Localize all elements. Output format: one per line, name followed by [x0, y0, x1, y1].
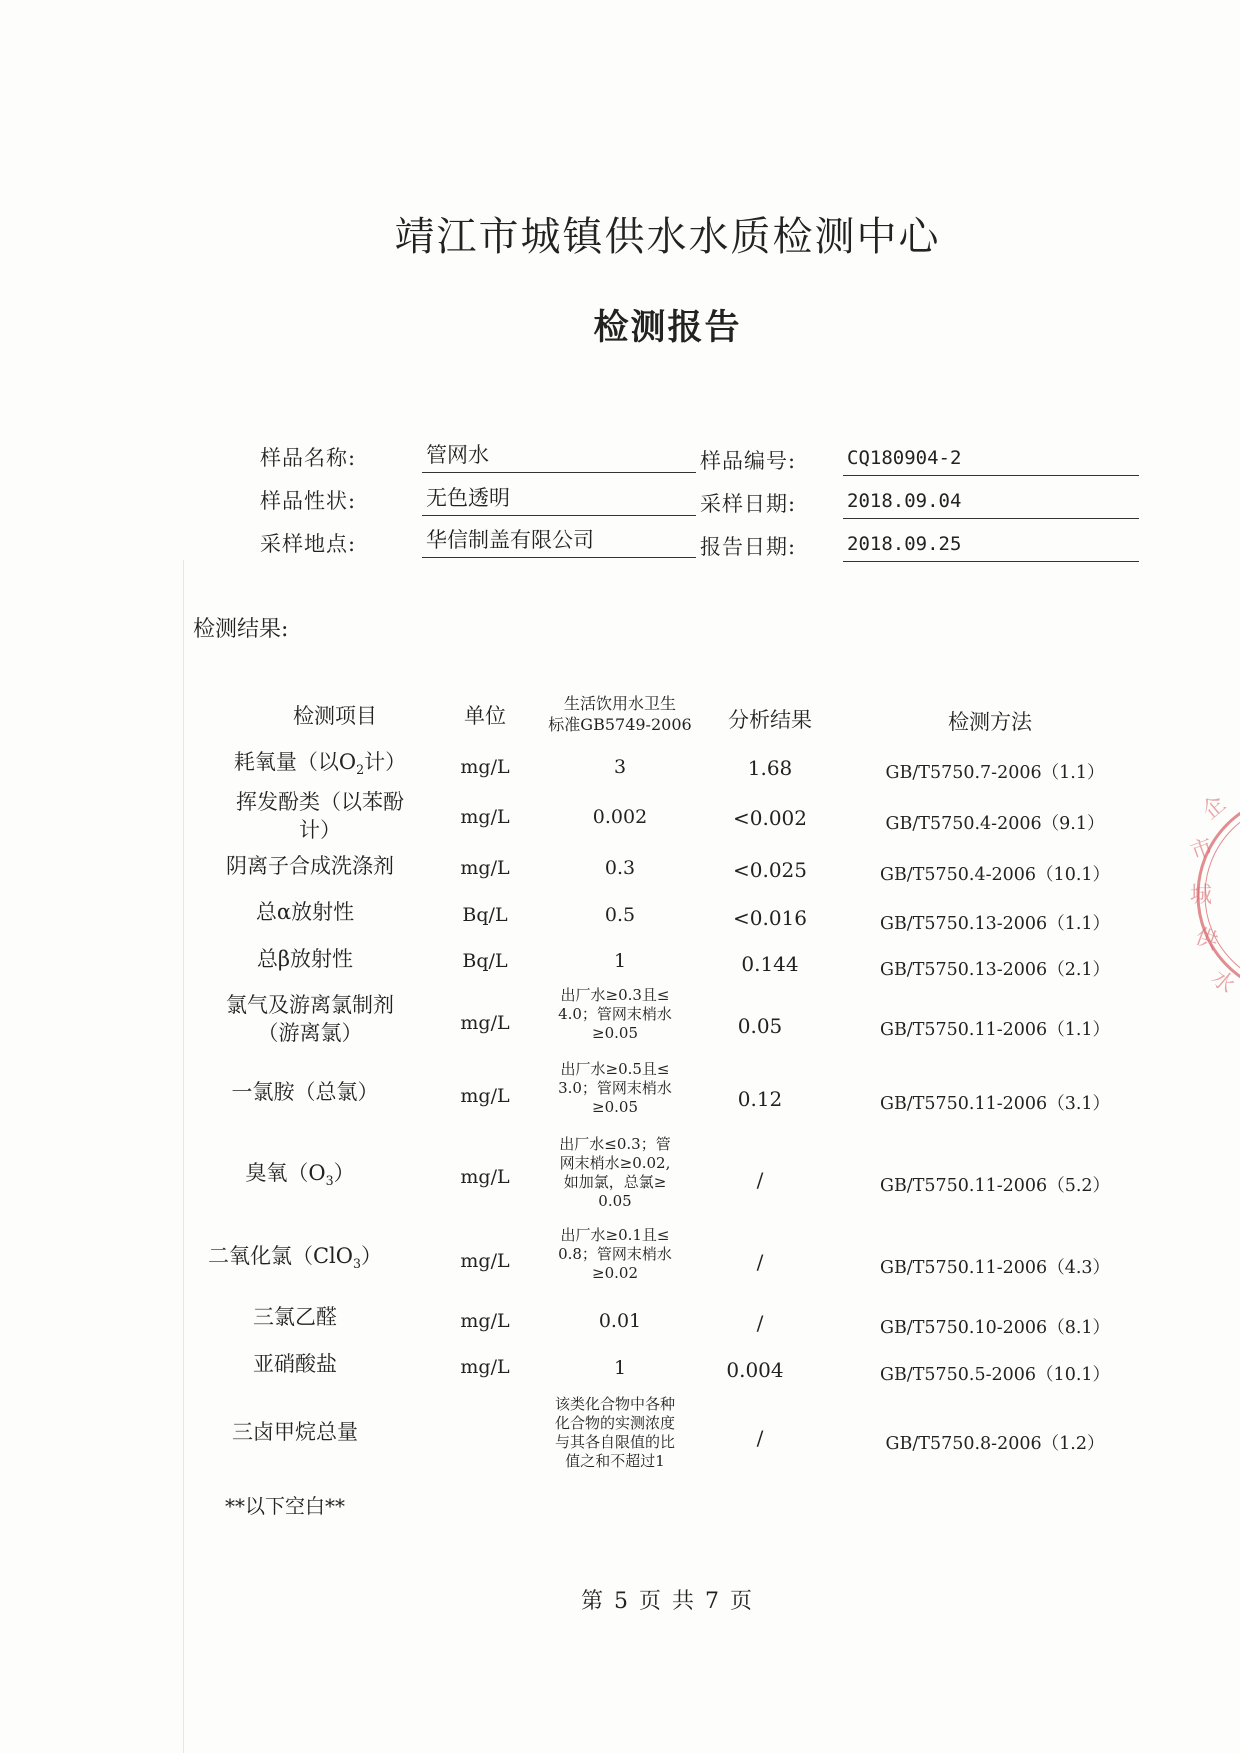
scan-edge-line [183, 560, 184, 1753]
row-7-standard: 出厂水≥0.5且≤ 3.0；管网末梢水 ≥0.05 [558, 1060, 672, 1116]
row-1-standard: 3 [613, 756, 627, 778]
row-7-unit: mg/L [460, 1085, 510, 1107]
row-11-result: 0.004 [726, 1358, 784, 1382]
row-9-item: 二氧化氯（ClO$_3$） [207, 1244, 383, 1272]
sample-name-label: 样品名称: [260, 446, 357, 470]
row-2-unit: mg/L [460, 806, 510, 828]
header-item: 检测项目 [293, 704, 377, 728]
sampling-date-label: 采样日期: [700, 492, 797, 516]
header-unit: 单位 [464, 704, 506, 728]
row-5-item: 总β放射性 [256, 947, 354, 971]
row-4-item: 总α放射性 [255, 900, 355, 924]
row-3-item: 阴离子合成洗涤剂 [226, 854, 394, 878]
org-title: 靖江市城镇供水水质检测中心 [394, 214, 941, 260]
row-6-unit: mg/L [460, 1012, 510, 1034]
row-7-result: 0.12 [737, 1087, 783, 1111]
row-9-result: / [756, 1250, 764, 1274]
seal-stamp [1180, 780, 1240, 1010]
row-11-method: GB/T5750.5-2006（10.1） [879, 1365, 1111, 1385]
header-method: 检测方法 [948, 710, 1032, 734]
row-12-item: 三卤甲烷总量 [232, 1420, 358, 1444]
row-10-item: 三氯乙醛 [253, 1305, 337, 1329]
row-1-item: 耗氧量（以$O_2$计） [233, 750, 407, 778]
row-6-method: GB/T5750.11-2006（1.1） [879, 1020, 1111, 1040]
row-9-unit: mg/L [460, 1250, 510, 1272]
svg-text:市: 市 [1187, 834, 1217, 866]
row-5-method: GB/T5750.13-2006（2.1） [879, 960, 1111, 980]
row-3-standard: 0.3 [604, 857, 636, 879]
page-number: 第 5 页 共 7 页 [581, 1589, 754, 1614]
row-10-method: GB/T5750.10-2006（8.1） [879, 1318, 1111, 1338]
row-2-standard: 0.002 [592, 806, 648, 828]
row-2-result: <0.002 [732, 806, 807, 830]
header-result: 分析结果 [728, 708, 812, 732]
row-3-result: <0.025 [732, 858, 807, 882]
row-5-unit: Bq/L [462, 950, 508, 972]
sampling-location-value: 华信制盖有限公司 [422, 525, 696, 558]
row-11-unit: mg/L [460, 1356, 510, 1378]
row-4-method: GB/T5750.13-2006（1.1） [879, 914, 1111, 934]
sample-id-value: CQ180904-2 [843, 443, 1139, 476]
report-date-label: 报告日期: [700, 535, 797, 559]
row-8-item: 臭氧$(O_3)$ [245, 1161, 355, 1189]
row-7-method: GB/T5750.11-2006（3.1） [879, 1094, 1111, 1114]
row-1-result: 1.68 [747, 756, 793, 780]
row-10-standard: 0.01 [598, 1310, 642, 1332]
sample-state-value: 无色透明 [422, 483, 696, 516]
end-of-results-note: **以下空白** [225, 1494, 345, 1518]
results-label: 检测结果: [193, 617, 289, 642]
row-7-item: 一氯胺（总氯） [231, 1080, 379, 1104]
row-2-item: 挥发酚类（以苯酚 计） [236, 790, 404, 842]
svg-text:供: 供 [1191, 924, 1222, 956]
row-6-standard: 出厂水≥0.3且≤ 4.0；管网末梢水 ≥0.05 [558, 986, 672, 1042]
sampling-date-value: 2018.09.04 [843, 486, 1139, 519]
row-4-unit: Bq/L [462, 904, 508, 926]
report-title: 检测报告 [593, 307, 742, 348]
row-8-unit: mg/L [460, 1166, 510, 1188]
row-9-standard: 出厂水≥0.1且≤ 0.8；管网末梢水 ≥0.02 [558, 1226, 672, 1282]
row-6-result: 0.05 [737, 1014, 783, 1038]
row-12-method: GB/T5750.8-2006（1.2） [885, 1434, 1105, 1454]
row-1-unit: mg/L [460, 756, 510, 778]
row-4-result: <0.016 [732, 906, 807, 930]
report-date-value: 2018.09.25 [843, 529, 1139, 562]
row-8-standard: 出厂水≤0.3；管 网末梢水≥0.02, 如加氯，总氯≥ 0.05 [559, 1135, 671, 1210]
sample-name-value: 管网水 [422, 440, 696, 473]
row-11-item: 亚硝酸盐 [253, 1352, 337, 1376]
row-12-standard: 该类化合物中各种 化合物的实测浓度 与其各自限值的比 值之和不超过1 [554, 1395, 675, 1470]
header-standard: 生活饮用水卫生 标准GB5749-2006 [548, 694, 692, 734]
row-11-standard: 1 [613, 1357, 627, 1379]
row-6-item: 氯气及游离氯制剂 （游离氯） [226, 993, 394, 1045]
row-12-result: / [756, 1426, 764, 1450]
row-3-unit: mg/L [460, 857, 510, 879]
row-10-unit: mg/L [460, 1310, 510, 1332]
row-5-standard: 1 [613, 950, 627, 972]
svg-text:企: 企 [1197, 791, 1231, 825]
row-10-result: / [756, 1311, 764, 1335]
row-3-method: GB/T5750.4-2006（10.1） [879, 865, 1111, 885]
row-8-method: GB/T5750.11-2006（5.2） [879, 1176, 1111, 1196]
sample-id-label: 样品编号: [700, 449, 797, 473]
svg-text:城: 城 [1190, 883, 1213, 908]
row-9-method: GB/T5750.11-2006（4.3） [879, 1258, 1111, 1278]
row-8-result: / [756, 1168, 764, 1192]
svg-text:水: 水 [1206, 965, 1240, 999]
row-1-method: GB/T5750.7-2006（1.1） [885, 763, 1105, 783]
sample-state-label: 样品性状: [260, 489, 357, 513]
sampling-location-label: 采样地点: [260, 532, 357, 556]
row-2-method: GB/T5750.4-2006（9.1） [885, 814, 1105, 834]
row-5-result: 0.144 [741, 952, 799, 976]
row-4-standard: 0.5 [604, 904, 636, 926]
